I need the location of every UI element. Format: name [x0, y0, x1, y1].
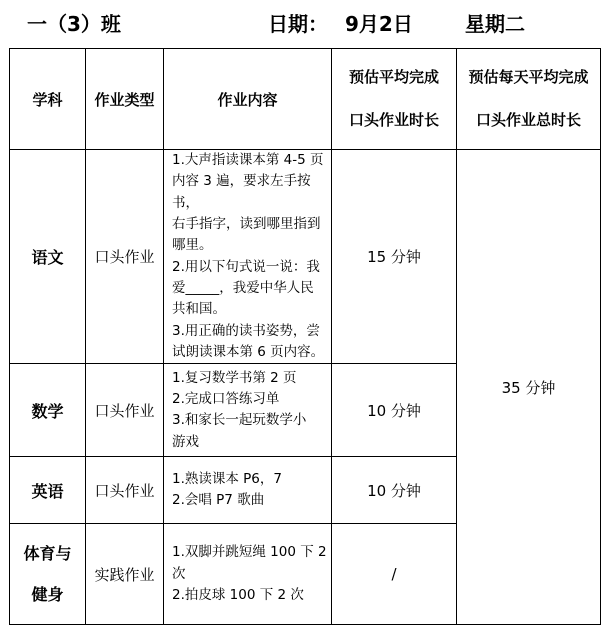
content-line: 2.用以下句式说一说：我 — [172, 258, 320, 275]
col-header-content: 作业内容 — [164, 49, 332, 150]
duration-cell: / — [332, 524, 457, 625]
content-line: 1.双脚并跳短绳 100 下 2 — [172, 544, 327, 561]
col-header-type: 作业类型 — [86, 49, 164, 150]
type-cell: 口头作业 — [86, 364, 164, 457]
content-line: 游戏 — [172, 433, 199, 450]
content-line: 3.用正确的读书姿势，尝 — [172, 322, 320, 339]
col-header-est-daily-line1: 预估每天平均完成 — [468, 67, 589, 86]
table-header-row — [10, 49, 601, 150]
col-header-est-avg-line1: 预估平均完成 — [348, 67, 439, 86]
content-line: 共和国。 — [172, 301, 226, 318]
content-line: 哪里。 — [172, 237, 213, 254]
content-line: 1.复习数学书第 2 页 — [172, 369, 297, 386]
subject-cell: 语文 — [10, 150, 86, 364]
subject-cell — [10, 524, 86, 625]
col-header-est-daily-line2: 口头作业总时长 — [475, 111, 581, 129]
content-line: 内容 3 遍，要求左手按书， — [172, 173, 311, 211]
homework-table — [9, 48, 601, 625]
duration-cell: 15 分钟 — [332, 150, 457, 364]
content-cell — [164, 150, 332, 364]
date-label: 日期： — [268, 12, 328, 36]
subject-cell: 英语 — [10, 457, 86, 524]
col-header-est-avg-line2: 口头作业时长 — [348, 111, 439, 129]
content-cell — [164, 457, 332, 524]
table-row — [10, 150, 601, 364]
total-duration-cell: 35 分钟 — [457, 150, 601, 625]
subject-line1: 体育与 — [23, 543, 72, 563]
class-name: 一（3）班 — [27, 12, 121, 36]
content-line: 爱_____，我爱中华人民 — [172, 279, 314, 296]
col-header-est-daily — [457, 49, 601, 150]
content-cell — [164, 364, 332, 457]
type-cell: 实践作业 — [86, 524, 164, 625]
type-cell: 口头作业 — [86, 457, 164, 524]
content-line: 右手指字，读到哪里指到 — [172, 215, 321, 232]
weekday: 星期二 — [465, 12, 525, 36]
content-line: 1.熟读课本 P6，7 — [172, 470, 282, 487]
col-header-est-avg — [332, 49, 457, 150]
subject-line2: 健身 — [31, 585, 64, 605]
content-line: 3.和家长一起玩数学小 — [172, 412, 307, 429]
content-cell — [164, 524, 332, 625]
subject-cell: 数学 — [10, 364, 86, 457]
type-cell: 口头作业 — [86, 150, 164, 364]
duration-cell: 10 分钟 — [332, 457, 457, 524]
col-header-subject: 学科 — [10, 49, 86, 150]
content-line: 1.大声指读课本第 4-5 页 — [172, 152, 324, 168]
content-line: 2.会唱 P7 歌曲 — [172, 492, 265, 509]
date-value: 9月2日 — [345, 12, 413, 36]
duration-cell: 10 分钟 — [332, 364, 457, 457]
content-line: 次 — [172, 565, 186, 582]
content-line: 试朗读课本第 6 页内容。 — [172, 343, 325, 360]
content-line: 2.拍皮球 100 下 2 次 — [172, 586, 304, 603]
content-line: 2.完成口答练习单 — [172, 390, 280, 407]
header — [0, 8, 611, 36]
